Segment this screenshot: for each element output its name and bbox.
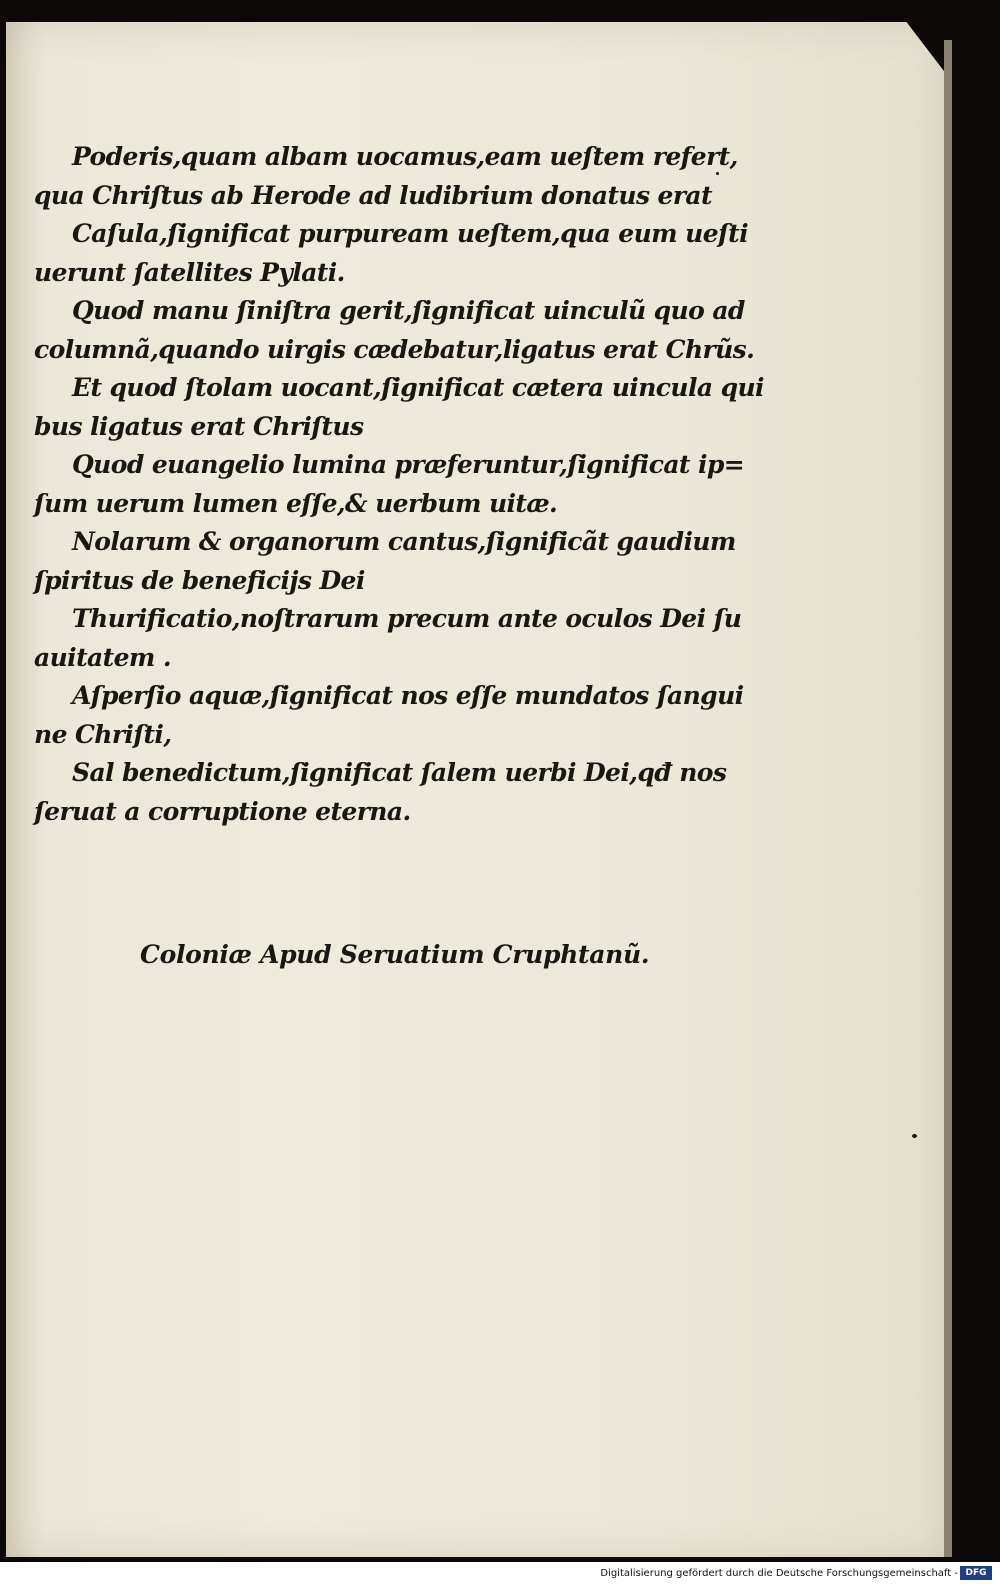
text-line: qua Chriſtus ab Herode ad ludibrium donatus erat xyxy=(34,180,712,210)
text-line: Caſula,ſignificat purpuream ueſtem,qua eum ueſti xyxy=(72,219,748,248)
text-line: Quod manu ſiniſtra gerit,ſignificat uinculũ quo ad xyxy=(72,296,745,325)
text-line: auitatem . xyxy=(34,642,171,672)
text-line: Et quod ſtolam uocant,ſignificat cætera uincula qui xyxy=(72,373,764,402)
text-line: columnã,quando uirgis cædebatur,ligatus erat Chrũs. xyxy=(34,334,755,364)
text-line: ſpiritus de beneficijs Dei xyxy=(34,565,365,595)
text-line: ne Chriſti, xyxy=(34,719,172,749)
digitization-credit: Digitalisierung gefördert durch die Deutsche Forschungsgemeinschaft - xyxy=(600,1568,958,1579)
ink-speck xyxy=(912,1134,917,1138)
text-line: Sal benedictum,ſignificat ſalem uerbi Dei,qđ nos xyxy=(72,758,727,787)
dfg-logo: DFG xyxy=(960,1566,992,1580)
page-edge xyxy=(944,40,952,1557)
text-line: ſum uerum lumen eſſe,& uerbum uitæ. xyxy=(34,488,558,518)
text-line: Poderis,quam albam uocamus,eam ueſtem refert, xyxy=(72,142,738,171)
text-line: bus ligatus erat Chriſtus xyxy=(34,411,364,441)
text-line: Nolarum & organorum cantus,ſignificãt gaudium xyxy=(72,527,736,556)
text-line: Aſperſio aquæ,ſignificat nos eſſe mundatos ſangui xyxy=(72,681,744,710)
printer-imprint: Coloniæ Apud Seruatium Cruphtanũ. xyxy=(140,940,650,969)
text-line: ſeruat a corruptione eterna. xyxy=(34,796,411,826)
text-line: Quod euangelio lumina præferuntur,ſignificat ip= xyxy=(72,450,745,479)
text-line: uerunt ſatellites Pylati. xyxy=(34,257,345,287)
text-line: Thurificatio,noſtrarum precum ante oculos Dei ſu xyxy=(72,604,742,633)
page-text xyxy=(34,138,764,831)
